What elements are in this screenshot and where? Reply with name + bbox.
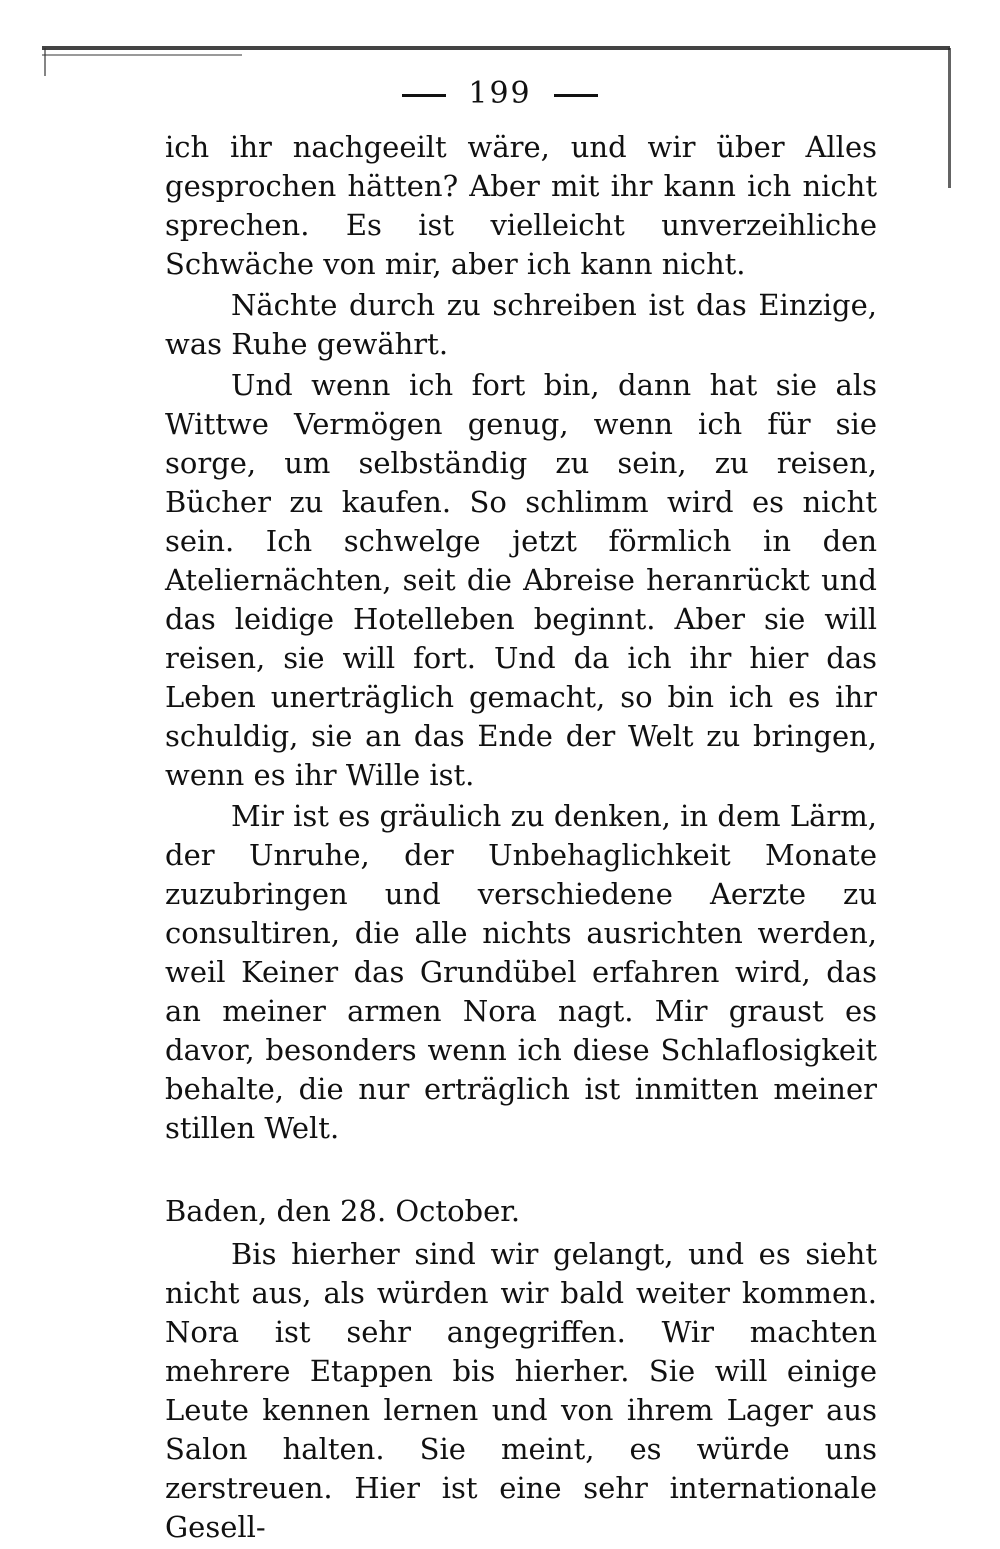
dateline: Baden, den 28. October. [165, 1194, 521, 1228]
paragraph-4: Mir ist es gräulich zu denken, in dem Lärm, der Unruhe, der Unbehaglichkeit Monate zuzubringen und verschiedene Aerzte zu consultiren, die alle nichts ausrichten werden, weil Keiner das Grundübel erfahren wird, das an meiner armen Nora nagt. Mir graust es davor, besonders wenn ich diese Schlaflosigkeit behalte, die nur erträglich ist inmitten meiner stillen Welt. [165, 799, 877, 1145]
scan-border-top-secondary [42, 54, 242, 56]
page-header [0, 76, 1000, 111]
paragraph-1: ich ihr nachgeeilt wäre, und wir über Alles gesprochen hätten? Aber mit ihr kann ich nicht sprechen. Es ist vielleicht unverzeihliche Schwäche von mir, aber ich kann nicht. [165, 130, 877, 281]
scan-border-top [42, 46, 950, 50]
paragraph-2: Nächte durch zu schreiben ist das Einzige, was Ruhe gewährt. [165, 288, 877, 361]
body-text [165, 128, 877, 1549]
paragraph-5: Bis hierher sind wir gelangt, und es sieht nicht aus, als würden wir bald weiter kommen. Nora ist sehr angegriffen. Wir machten mehrere Etappen bis hierher. Sie will einige Leute kennen lernen und von ihrem Lager aus Salon halten. Sie meint, es würde uns zerstreuen. Hier ist eine sehr internationale Gesell- [165, 1237, 877, 1544]
header-dash-left [402, 94, 446, 97]
paragraph-3: Und wenn ich fort bin, dann hat sie als Wittwe Vermögen genug, wenn ich für sie sorge, um selbständig zu sein, zu reisen, Bücher zu kaufen. So schlimm wird es nicht sein. Ich schwelge jetzt förmlich in den Ateliernächten, seit die Abreise heranrückt und das leidige Hotelleben beginnt. Aber sie will reisen, sie will fort. Und da ich ihr hier das Leben unerträglich gemacht, so bin ich es ihr schuldig, sie an das Ende der Welt zu bringen, wenn es ihr Wille ist. [165, 368, 877, 792]
scan-border-right [948, 48, 951, 188]
page-number: 199 [468, 76, 532, 111]
scan-border-left [44, 48, 46, 76]
header-dash-right [554, 94, 598, 97]
